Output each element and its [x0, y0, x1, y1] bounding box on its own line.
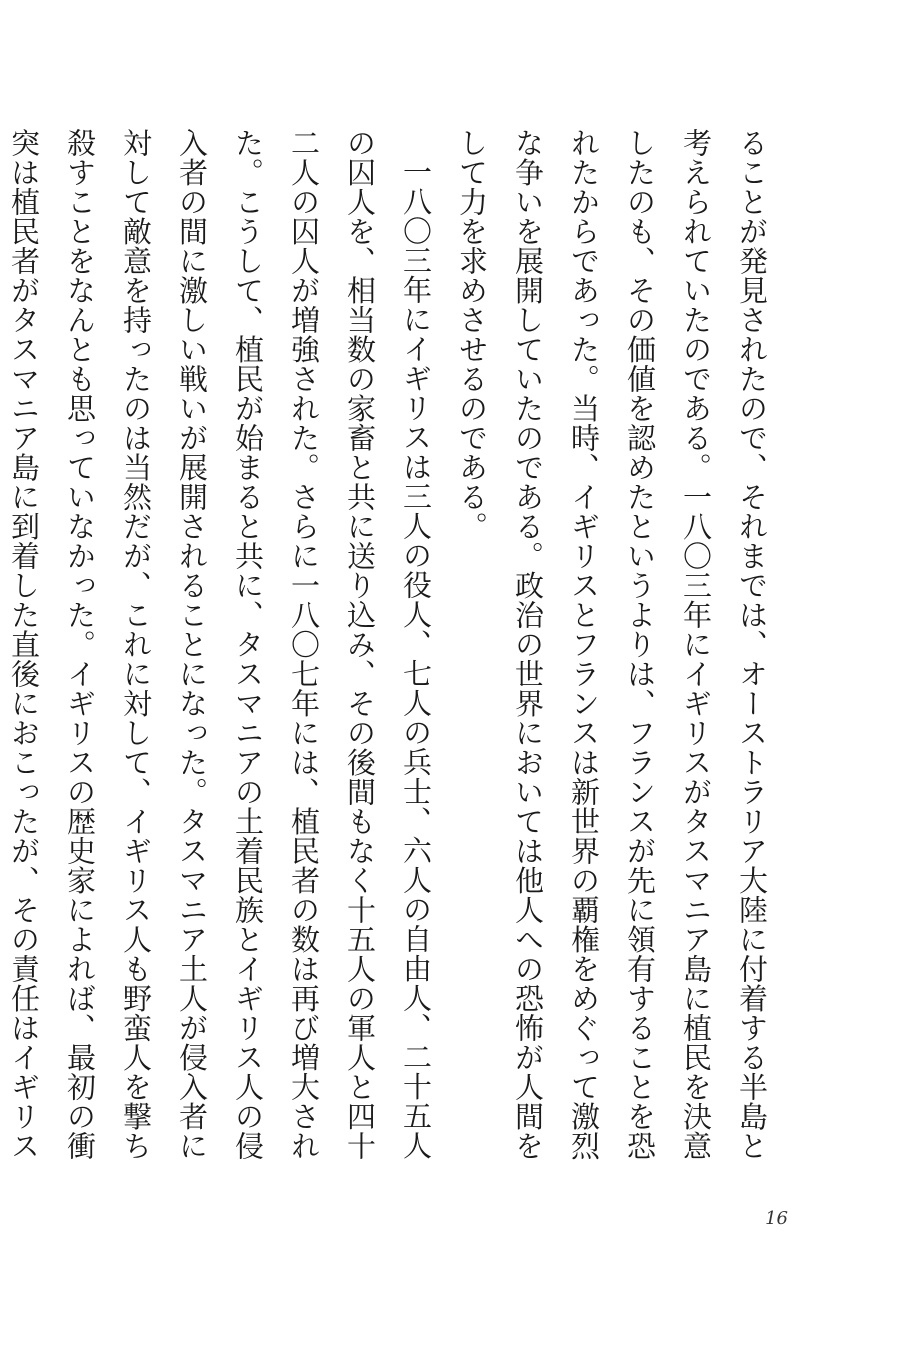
vertical-text-body: [7, 128, 780, 1188]
paragraph-2: 一八〇三年にイギリスは三人の役人、七人の兵士、六人の自由人、二十五人の囚人を、相当数の家畜と共に送り込み、その後間もなく十五人の軍人と四十二人の囚人が増強された。さらに一八〇七年には、植民者の数は再び増大された。こうして、植民が始まると共に、タスマニアの土着民族とイギリス人の侵入者の間に激しい戦いが展開されることになった。タスマニア土人が侵入者に対して敵意を持ったのは当然だが、これに対して、イギリス人も野蛮人を撃ち殺すことをなんとも思っていなかった。イギリスの歴史家によれば、最初の衝突は植民者がタスマニア島に到着した直後におこったが、その責任はイギリス: [7, 128, 433, 1161]
paragraph-1: ることが発見されたので、それまでは、オーストラリア大陸に付着する半島と考えられていたのである。一八〇三年にイギリスがタスマニア島に植民を決意したのも、その価値を認めたというよりは、フランスが先に領有することを恐れたからであった。当時、イギリスとフランスは新世界の覇権をめぐって激烈な争いを展開していたのである。政治の世界においては他人への恐怖が人間をして力を求めさせるのである。: [455, 128, 769, 1161]
page-number: 16: [765, 1208, 788, 1229]
